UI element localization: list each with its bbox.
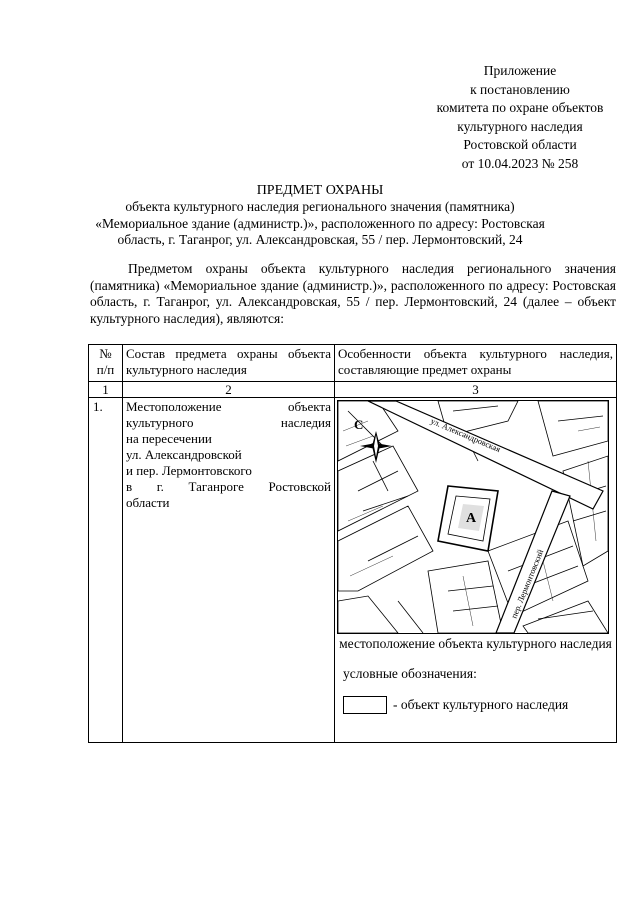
- header-number-line: п/п: [96, 362, 115, 377]
- column-number: 1: [89, 382, 123, 398]
- intro-paragraph: Предметом охраны объекта культурного наследия регионального значения (памятника) «Мемориальное здание (администр.)», расположенного по адресу: Ростовская область, г. Таганрог, ул. Александровская, 55 / пер. Лермонтовский, 24 (далее – объект культурного наследия), являются:: [90, 261, 616, 326]
- column-number-row: [89, 382, 617, 398]
- appendix-line: культурного наследия: [457, 118, 583, 134]
- header-features: Особенности объекта культурного наследия, составляющие предмет охраны: [335, 345, 617, 382]
- street-label-1: ул. Александровская: [429, 415, 503, 455]
- subtitle-line: область, г. Таганрог, ул. Александровская, 55 / пер. Лермонтовский, 24: [117, 232, 523, 247]
- row-features: [335, 398, 617, 743]
- row-number: 1.: [89, 398, 123, 743]
- street-label-2: пер. Лермонтовский: [508, 547, 546, 620]
- legend-label: - объект культурного наследия: [393, 697, 569, 712]
- legend-swatch: [343, 696, 387, 714]
- subtitle-line: объекта культурного наследия регионального значения (памятника): [125, 199, 515, 214]
- appendix-line: Приложение: [483, 63, 557, 78]
- composition-line: Местоположение объекта: [126, 399, 331, 414]
- appendix-line: от 10.04.2023 № 258: [461, 155, 579, 171]
- legend-title: условные обозначения:: [343, 666, 477, 681]
- object-marker: А: [466, 511, 477, 526]
- appendix-line: к постановлению: [470, 81, 570, 97]
- legend-item: [335, 696, 616, 714]
- composition-line: на пересечении: [126, 431, 212, 446]
- compass-letter: С: [354, 417, 364, 432]
- column-number: 2: [123, 382, 335, 398]
- document-subtitle: [80, 199, 560, 249]
- table-row: [89, 398, 617, 743]
- appendix-line: Ростовской области: [463, 137, 577, 152]
- composition-line: ул. Александровской: [126, 447, 242, 462]
- appendix-header: [410, 62, 630, 173]
- composition-line: культурного наследия: [126, 415, 331, 430]
- appendix-line: комитета по охране объектов: [436, 100, 604, 115]
- column-number: 3: [335, 382, 617, 398]
- map-caption: местоположение объекта культурного наследия: [339, 636, 612, 651]
- table-header-row: [89, 345, 617, 382]
- row-composition: [123, 398, 335, 743]
- document-title: ПРЕДМЕТ ОХРАНЫ: [256, 183, 384, 198]
- composition-line: в г. Таганроге Ростовской: [126, 479, 331, 494]
- subtitle-line: «Мемориальное здание (администр.)», расположенного по адресу: Ростовская: [95, 215, 545, 231]
- location-map: [337, 400, 609, 634]
- header-number-line: №: [99, 346, 112, 361]
- composition-line: и пер. Лермонтовского: [126, 463, 252, 478]
- protection-subject-table: [88, 344, 617, 743]
- composition-line: области: [126, 495, 170, 510]
- header-number: [89, 345, 123, 382]
- header-composition: Состав предмета охраны объекта культурного наследия: [123, 345, 335, 382]
